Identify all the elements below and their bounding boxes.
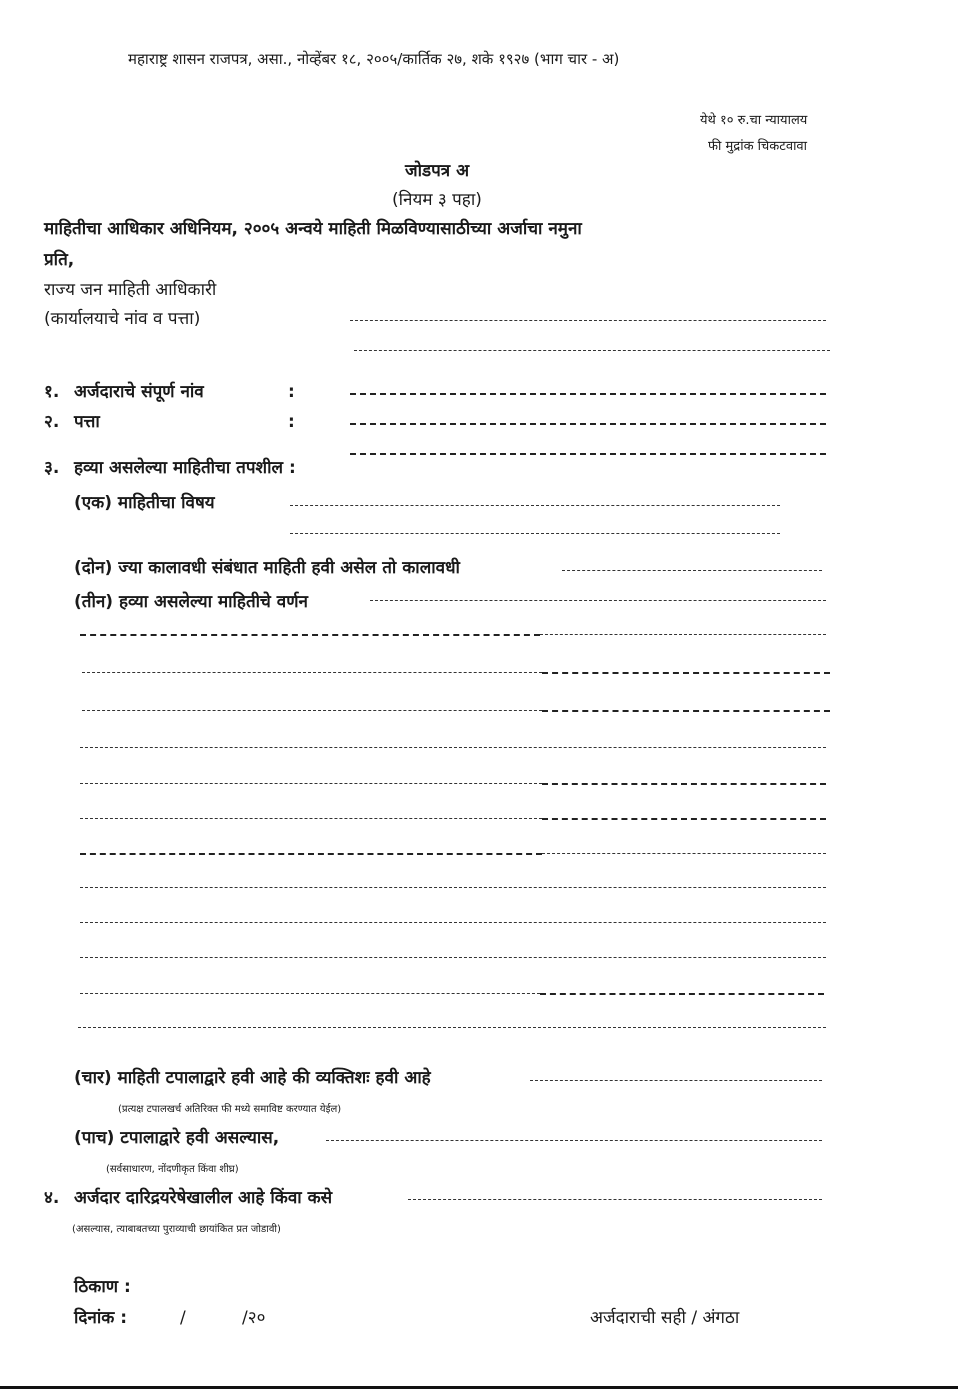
addressee-to: प्रति, (44, 250, 75, 270)
description-line[interactable] (542, 853, 826, 854)
description-field[interactable] (370, 600, 826, 601)
below-poverty-line-label: अर्जदार दारिद्रयरेषेखालील आहे किंवा कसे (74, 1188, 333, 1208)
description-line[interactable] (78, 1027, 826, 1028)
period-label: (दोन) ज्या कालावधी संबंधात माहिती हवी असेल तो कालावधी (74, 558, 460, 578)
address-label: पत्ता (74, 412, 100, 432)
below-poverty-line-field[interactable] (408, 1199, 822, 1200)
item-3-number: ३. (44, 458, 60, 478)
description-line[interactable] (540, 993, 824, 995)
office-address-line[interactable] (350, 320, 826, 321)
period-field[interactable] (562, 570, 822, 571)
description-line[interactable] (80, 887, 826, 888)
page-bottom-border (0, 1386, 958, 1389)
description-line[interactable] (80, 783, 542, 784)
date-year: /२० (242, 1308, 266, 1328)
form-title: माहितीचा आधिकार अधिनियम, २००५ अन्वये माहिती मिळविण्यासाठीच्या अर्जाचा नमुना (44, 219, 582, 239)
description-line[interactable] (80, 993, 540, 994)
annex-title: जोडपत्र अ (405, 161, 470, 181)
information-details-label: हव्या असलेल्या माहितीचा तपशील : (74, 458, 296, 478)
description-line[interactable] (80, 634, 540, 636)
stamp-note-line1: येथे १० रु.चा न्यायालय (700, 113, 808, 128)
description-label: (तीन) हव्या असलेल्या माहितीचे वर्णन (74, 592, 308, 612)
applicant-name-field[interactable] (350, 393, 826, 395)
subject-label: (एक) माहितीचा विषय (74, 493, 215, 513)
postal-type-label: (पाच) टपालाद्वारे हवी असल्यास, (74, 1128, 280, 1148)
delivery-mode-label: (चार) माहिती टपालाद्वारे हवी आहे की व्यक्तिशः हवी आहे (74, 1068, 431, 1088)
date-separator: / (180, 1308, 186, 1328)
description-line[interactable] (80, 853, 542, 855)
description-line[interactable] (80, 747, 826, 748)
below-poverty-line-note: (असल्यास, त्याबाबतच्या पुराव्याची छायांकित प्रत जोडावी) (72, 1224, 281, 1235)
delivery-mode-field[interactable] (530, 1080, 822, 1081)
description-line[interactable] (82, 672, 542, 673)
item-2-number: २. (44, 412, 60, 432)
item-1-number: १. (44, 382, 60, 402)
public-information-officer: राज्य जन माहिती आधिकारी (44, 280, 217, 300)
subject-field[interactable] (290, 505, 780, 506)
description-line[interactable] (542, 672, 830, 674)
postal-type-field[interactable] (326, 1140, 822, 1141)
address-colon: : (288, 412, 295, 432)
description-line[interactable] (542, 783, 826, 785)
office-address-line[interactable] (354, 350, 830, 351)
description-line[interactable] (80, 818, 542, 819)
description-line[interactable] (80, 922, 826, 923)
applicant-name-colon: : (288, 382, 295, 402)
place-label: ठिकाण : (74, 1277, 131, 1297)
office-name-address-label: (कार्यालयाचे नांव व पत्ता) (44, 309, 201, 329)
item-4-number: ४. (44, 1188, 60, 1208)
applicant-signature-label: अर्जदाराची सही / अंगठा (590, 1308, 740, 1328)
address-field[interactable] (350, 423, 826, 425)
delivery-mode-note: (प्रत्यक्ष टपालखर्च अतिरिक्त फी मध्ये समाविष्ट करण्यात येईल) (118, 1104, 342, 1115)
description-line[interactable] (540, 634, 826, 635)
postal-type-note: (सर्वसाधारण, नोंदणीकृत किंवा शीघ्र) (106, 1164, 239, 1175)
description-line[interactable] (542, 818, 826, 820)
description-line[interactable] (80, 957, 826, 958)
address-field[interactable] (350, 453, 826, 455)
date-label: दिनांक : (74, 1308, 128, 1328)
description-line[interactable] (82, 710, 542, 711)
applicant-name-label: अर्जदाराचे संपूर्ण नांव (74, 382, 204, 402)
subject-field[interactable] (290, 533, 780, 534)
description-line[interactable] (542, 710, 830, 712)
rule-reference: (नियम ३ पहा) (392, 190, 482, 210)
gazette-header: महाराष्ट्र शासन राजपत्र, असा., नोव्हेंबर १८, २००५/कार्तिक २७, शके १९२७ (भाग चार - अ) (128, 50, 620, 68)
stamp-note-line2: फी मुद्रांक चिकटवावा (708, 139, 808, 154)
